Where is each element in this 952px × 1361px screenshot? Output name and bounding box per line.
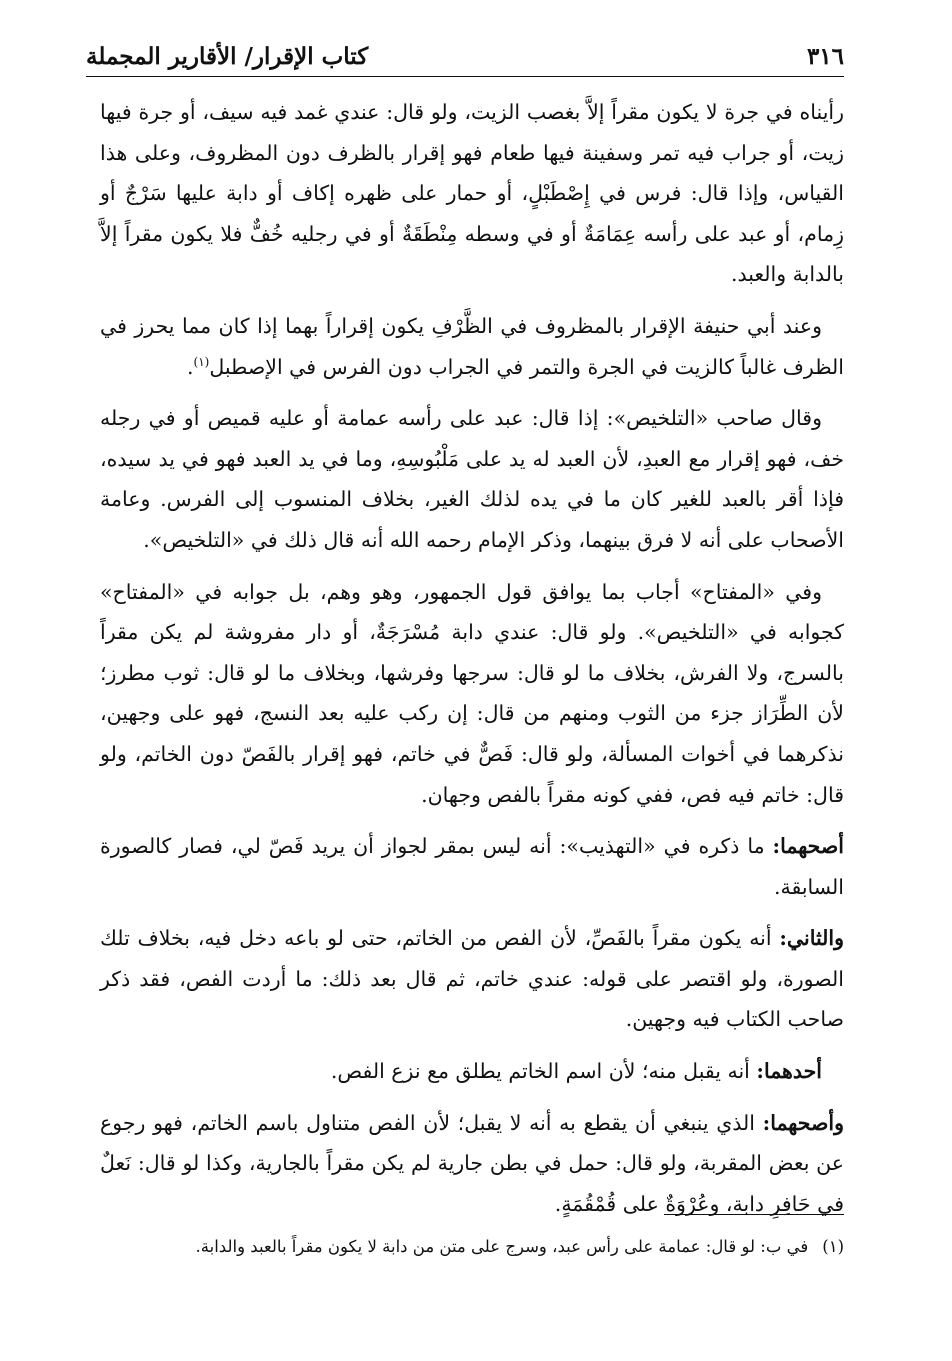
paragraph: وقال صاحب «التلخيص»: إذا قال: عبد على رأسه عمامة أو عليه قميص أو في رجله خف، فهو إقرار مع العبدِ، لأن العبد له يد على مَلْبُوسِهِ، وما في يد العبد فهو في يد سيده، فإذا أقر بالعبد للغير كان ما في يده لذلك الغير، بخلاف المنسوب إلى الفرس. وعامة الأصحاب على أنه لا فرق بينهما، وذكر الإمام رحمه الله أنه قال ذلك في «التلخيص». <box>100 406 844 552</box>
paragraph: وأصحهما: الذي ينبغي أن يقطع به أنه لا يقبل؛ لأن الفص متناول باسم الخاتم، فهو رجوع عن بعض المقربة، ولو قال: حمل في بطن جارية لم يكن مقراً بالجارية، وكذا لو قال: نَعلٌ في حَافِرِ دابة، وعُرْوَةٌ على قُمْقُمَةٍ. <box>100 1110 844 1216</box>
footnote-text: في ب: لو قال: عمامة على رأس عبد، وسرج على متن من دابة لا يكون مقراً بالعبد والدابة. <box>195 1237 809 1256</box>
footnote-number: (١) <box>822 1237 844 1256</box>
main-text <box>100 92 844 1235</box>
paragraph-lead: والثاني: <box>779 926 844 951</box>
page-header <box>86 32 844 70</box>
paragraph: والثاني: أنه يكون مقراً بالفَصِّ، لأن الفص من الخاتم، حتى لو باعه دخل فيه، بخلاف تلك الصورة، ولو اقتصر على قوله: عندي خاتم، ثم قال بعد ذلك: ما أردت الفص، فقد ذكر صاحب الكتاب فيه وجهين. <box>100 926 844 1032</box>
header-rule <box>86 76 844 77</box>
footnote <box>100 1233 844 1261</box>
paragraph: أصحهما: ما ذكره في «التهذيب»: أنه ليس بمقر لجواز أن يريد فَصّ لي، فصار كالصورة السابقة. <box>100 834 844 899</box>
paragraph: أحدهما: أنه يقبل منه؛ لأن اسم الخاتم يطلق مع نزع الفص. <box>330 1059 822 1084</box>
paragraph-lead: وأصحهما: <box>762 1110 844 1135</box>
running-title: كتاب الإقرار/ الأقارير المجملة <box>86 43 369 70</box>
paragraph-lead: أحدهما: <box>756 1059 822 1084</box>
footnote-rule <box>664 1214 844 1215</box>
paragraph: وعند أبي حنيفة الإقرار بالمظروف في الظَّرْفِ يكون إقراراً بهما إذا كان مما يحرز في الظرف غالباً كالزيت في الجرة والتمر في الجراب دون الفرس في الإصطبل$^{(١)}$. <box>100 313 844 379</box>
paragraph: وفي «المفتاح» أجاب بما يوافق قول الجمهور، وهو وهم، بل جوابه في «المفتاح» كجوابه في «التلخيص». ولو قال: عندي دابة مُسْرَجَةٌ، أو دار مفروشة لم يكن مقراً بالسرج، ولا الفرش، بخلاف ما لو قال: سرجها وفرشها، وبخلاف ما لو قال: ثوب مطرز؛ لأن الطِّرَاز جزء من الثوب ومنهم من قال: إن ركب عليه بعد النسج، فهو على وجهين، نذكرهما في أخوات المسألة، ولو قال: فَصٌّ في خاتم، فهو إقرار بالفَصّ دون الخاتم، ولو قال: خاتم فيه فص، ففي كونه مقراً بالفص وجهان. <box>100 579 844 807</box>
footnote-ref[interactable]: (١) <box>193 354 210 369</box>
paragraph: رأيناه في جرة لا يكون مقراً إلاَّ بغصب الزيت، ولو قال: عندي غمد فيه سيف، أو جرة فيها زيت، أو جراب فيه تمر وسفينة فيها طعام فهو إقرار بالظرف دون المظروف، وعلى هذا القياس، وإذا قال: فرس في إِصْطَبْلٍ، أو حمار على ظهره إكاف أو دابة عليها سَرْجٌ أو زِمام، أو عبد على رأسه عِمَامَةٌ أو في وسطه مِنْطَقَةٌ أو في رجليه خُفٌّ فلا يكون مقراً إلاَّ بالدابة والعبد. <box>100 100 844 287</box>
paragraph-lead: أصحهما: <box>772 834 844 859</box>
page-number: ٣١٦ <box>806 43 844 70</box>
